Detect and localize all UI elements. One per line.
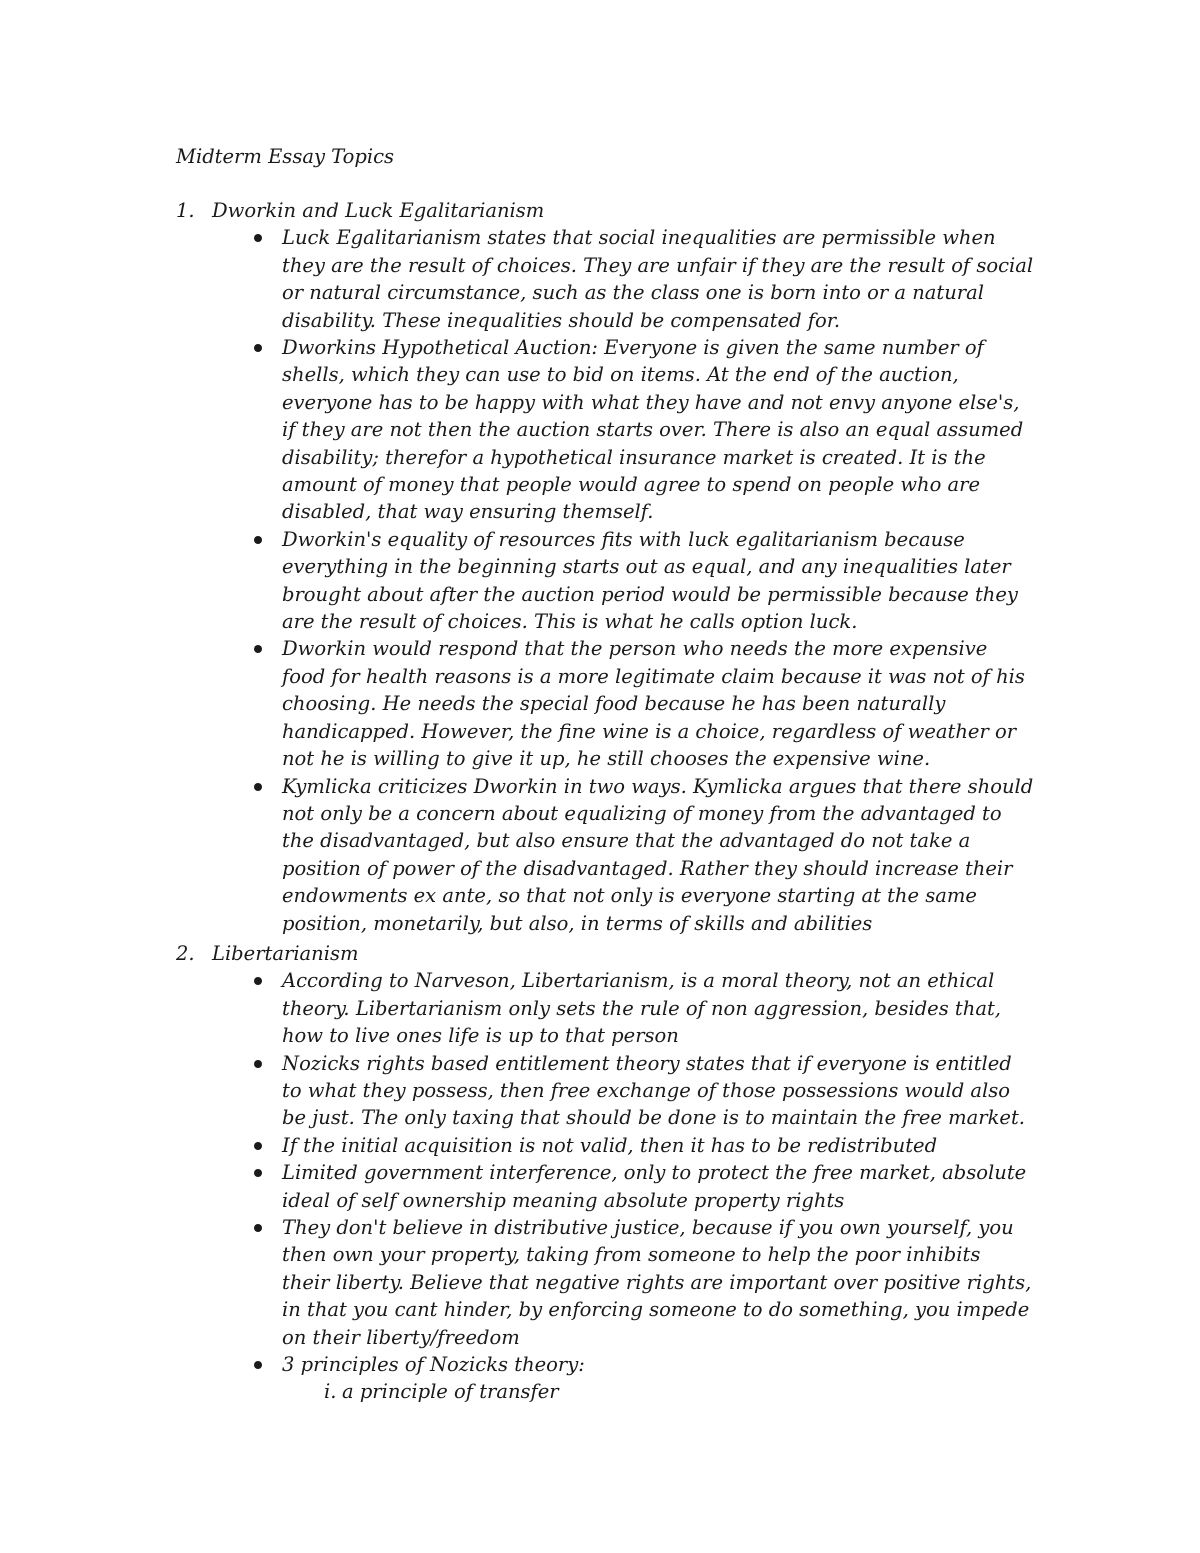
section-title: Dworkin and Luck Egalitarianism: [212, 199, 545, 222]
bullet-icon: [254, 1224, 262, 1232]
section-heading: [176, 940, 1046, 967]
list-item: [176, 967, 1034, 1049]
bullet-icon: [254, 1361, 262, 1369]
section-number: 2.: [176, 942, 195, 965]
list-item-text: Dworkin would respond that the person who needs the more expensive food for health reasons is a more legitimate claim because it was not of his choosing. He needs the special food because he has been naturally handicapped. However, the fine wine is a choice, regardless of weather or not he is willing to give it up, he still chooses the expensive wine.: [282, 637, 1025, 771]
section-number: 1.: [176, 199, 195, 222]
bullet-icon: [254, 1060, 262, 1068]
list-item-text: Dworkins Hypothetical Auction: Everyone is given the same number of shells, which they can use to bid on items. At the end of the auction, everyone has to be happy with what they have and not envy anyone else's, if they are not then the auction starts over. There is also an equal assumed disability; therefor a hypothetical insurance market is created. It is the amount of money that people would agree to spend on people who are disabled, that way ensuring themself.: [282, 336, 1024, 524]
list-item-text: Luck Egalitarianism states that social inequalities are permissible when they are the result of choices. They are unfair if they are the result of social or natural circumstance, such as the class one is born into or a natural disability. These inequalities should be compensated for.: [282, 226, 1034, 332]
roman-numeral: i.: [324, 1380, 337, 1404]
list-item-text: Limited government interference, only to protect the free market, absolute ideal of self ownership meaning absolute property rights: [282, 1161, 1027, 1212]
list-item-text: Kymlicka criticizes Dworkin in two ways. Kymlicka argues that there should not only be a concern about equalizing of money from the advantaged to the disadvantaged, but also ensure that the advantaged do not take a position of power of the disadvantaged. Rather they should increase their endowments ex ante, so that not only is everyone starting at the same position, monetarily, but also, in terms of skills and abilities: [282, 774, 1034, 935]
list-item-text: Dworkin's equality of resources fits with luck egalitarianism because everything in the beginning starts out as equal, and any inequalities later brought about after the auction period would be permissible because they are the result of choices. This is what he calls option luck.: [282, 527, 1018, 634]
list-item: [176, 526, 1034, 636]
list-item: [176, 1159, 1034, 1214]
list-item: [176, 635, 1034, 772]
list-item-text: 3 principles of Nozicks theory:: [282, 1353, 585, 1377]
list-item-text: According to Narveson, Libertarianism, is a moral theory, not an ethical theory. Libertarianism only sets the rule of non aggression, besides that, how to live ones life is up to that person: [282, 969, 1001, 1048]
bullet-icon: [254, 536, 262, 544]
bullet-icon: [254, 344, 262, 352]
bullet-icon: [254, 645, 262, 653]
page-title: Midterm Essay Topics: [176, 145, 395, 168]
list-item-text: Nozicks rights based entitlement theory states that if everyone is entitled to what they possess, then free exchange of those possessions would also be just. The only taxing that should be done is to maintain the free market.: [282, 1051, 1025, 1130]
list-item: [176, 1050, 1034, 1132]
bullet-icon: [254, 783, 262, 791]
bullet-icon: [254, 1142, 262, 1150]
bullet-icon: [254, 234, 262, 242]
section-dworkin: [176, 197, 1046, 937]
list-item: [176, 1351, 1034, 1378]
section-heading: [176, 197, 1046, 224]
section-libertarianism: [176, 940, 1046, 1406]
roman-list-item-text: a principle of transfer: [342, 1380, 559, 1404]
list-item-text: They don't believe in distributive justice, because if you own yourself, you then own your property, taking from someone to help the poor inhibits their liberty. Believe that negative rights are important over positive rights, in that you cant hinder, by enforcing someone to do something, you impede on their liberty/freedom: [282, 1216, 1032, 1349]
list-item-text: If the initial acquisition is not valid, then it has to be redistributed: [282, 1133, 938, 1157]
list-item: [176, 224, 1034, 334]
roman-list-item: [176, 1378, 1046, 1405]
bullet-list: [176, 224, 1046, 937]
bullet-icon: [254, 1169, 262, 1177]
section-title: Libertarianism: [212, 942, 359, 965]
bullet-icon: [254, 977, 262, 985]
list-item: [176, 334, 1034, 526]
bullet-list: [176, 967, 1046, 1378]
list-item: [176, 1214, 1034, 1351]
list-item: [176, 1132, 1034, 1159]
list-item: [176, 773, 1034, 937]
